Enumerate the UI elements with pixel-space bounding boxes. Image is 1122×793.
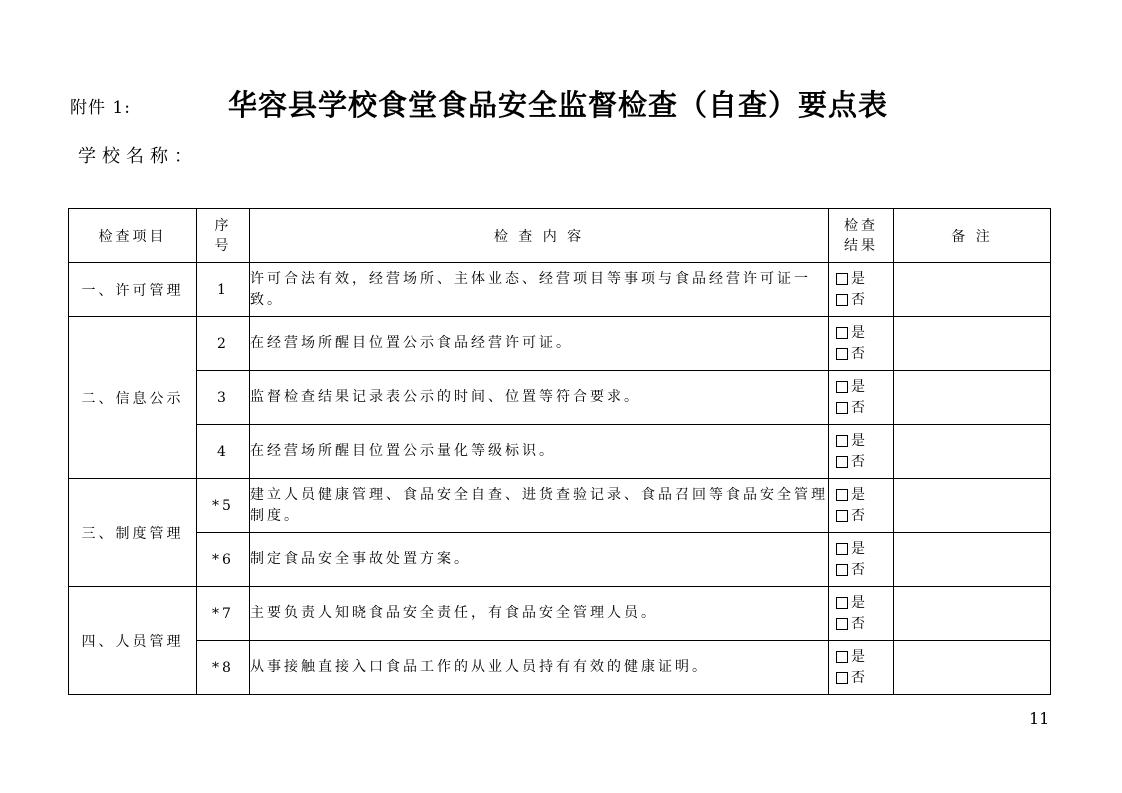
yes-checkbox[interactable]: 是	[836, 593, 893, 614]
content-cell: 从事接触直接入口食品工作的从业人员持有有效的健康证明。	[250, 641, 829, 695]
no-checkbox[interactable]: 否	[836, 452, 893, 473]
seq-cell: 1	[197, 263, 250, 317]
result-cell	[829, 641, 894, 695]
inspection-table	[68, 208, 1051, 695]
table-row	[69, 425, 1051, 479]
category-cell: 二、信息公示	[69, 317, 197, 479]
yes-checkbox[interactable]: 是	[836, 485, 893, 506]
seq-cell: 2	[197, 317, 250, 371]
seq-cell: *5	[197, 479, 250, 533]
header-seq: 序 号	[197, 209, 250, 263]
remark-cell[interactable]	[894, 263, 1051, 317]
table-row	[69, 371, 1051, 425]
yes-checkbox[interactable]: 是	[836, 269, 893, 290]
table-row	[69, 533, 1051, 587]
result-cell	[829, 587, 894, 641]
page-number: 11	[1029, 709, 1050, 728]
content-cell: 许可合法有效，经营场所、主体业态、经营项目等事项与食品经营许可证一致。	[250, 263, 829, 317]
remark-cell[interactable]	[894, 587, 1051, 641]
remark-cell[interactable]	[894, 641, 1051, 695]
table-row	[69, 479, 1051, 533]
yes-checkbox[interactable]: 是	[836, 377, 893, 398]
yes-checkbox[interactable]: 是	[836, 323, 893, 344]
header-item: 检查项目	[69, 209, 197, 263]
no-checkbox[interactable]: 否	[836, 560, 893, 581]
seq-cell: *6	[197, 533, 250, 587]
header-content: 检 查 内 容	[250, 209, 829, 263]
table-row	[69, 641, 1051, 695]
seq-cell: *8	[197, 641, 250, 695]
attachment-label: 附件 1:	[70, 98, 131, 118]
no-checkbox[interactable]: 否	[836, 344, 893, 365]
page-title: 华容县学校食堂食品安全监督检查（自查）要点表	[228, 88, 889, 122]
yes-checkbox[interactable]: 是	[836, 647, 893, 668]
table-header-row	[69, 209, 1051, 263]
remark-cell[interactable]	[894, 479, 1051, 533]
result-cell	[829, 371, 894, 425]
no-checkbox[interactable]: 否	[836, 614, 893, 635]
no-checkbox[interactable]: 否	[836, 290, 893, 311]
content-cell: 建立人员健康管理、食品安全自查、进货查验记录、食品召回等食品安全管理制度。	[250, 479, 829, 533]
content-cell: 监督检查结果记录表公示的时间、位置等符合要求。	[250, 371, 829, 425]
no-checkbox[interactable]: 否	[836, 668, 893, 689]
yes-checkbox[interactable]: 是	[836, 539, 893, 560]
school-name-label: 学校名称：	[78, 146, 198, 167]
yes-checkbox[interactable]: 是	[836, 431, 893, 452]
result-cell	[829, 425, 894, 479]
table-row	[69, 587, 1051, 641]
no-checkbox[interactable]: 否	[836, 506, 893, 527]
header-result: 检查 结果	[829, 209, 894, 263]
result-cell	[829, 317, 894, 371]
category-cell: 一、许可管理	[69, 263, 197, 317]
remark-cell[interactable]	[894, 425, 1051, 479]
content-cell: 制定食品安全事故处置方案。	[250, 533, 829, 587]
category-cell: 四、人员管理	[69, 587, 197, 695]
content-cell: 主要负责人知晓食品安全责任，有食品安全管理人员。	[250, 587, 829, 641]
result-cell	[829, 533, 894, 587]
seq-cell: 3	[197, 371, 250, 425]
category-cell: 三、制度管理	[69, 479, 197, 587]
seq-cell: 4	[197, 425, 250, 479]
content-cell: 在经营场所醒目位置公示食品经营许可证。	[250, 317, 829, 371]
table-row	[69, 263, 1051, 317]
remark-cell[interactable]	[894, 533, 1051, 587]
remark-cell[interactable]	[894, 371, 1051, 425]
table-row	[69, 317, 1051, 371]
no-checkbox[interactable]: 否	[836, 398, 893, 419]
result-cell	[829, 479, 894, 533]
header-remark: 备 注	[894, 209, 1051, 263]
seq-cell: *7	[197, 587, 250, 641]
result-cell	[829, 263, 894, 317]
content-cell: 在经营场所醒目位置公示量化等级标识。	[250, 425, 829, 479]
remark-cell[interactable]	[894, 317, 1051, 371]
